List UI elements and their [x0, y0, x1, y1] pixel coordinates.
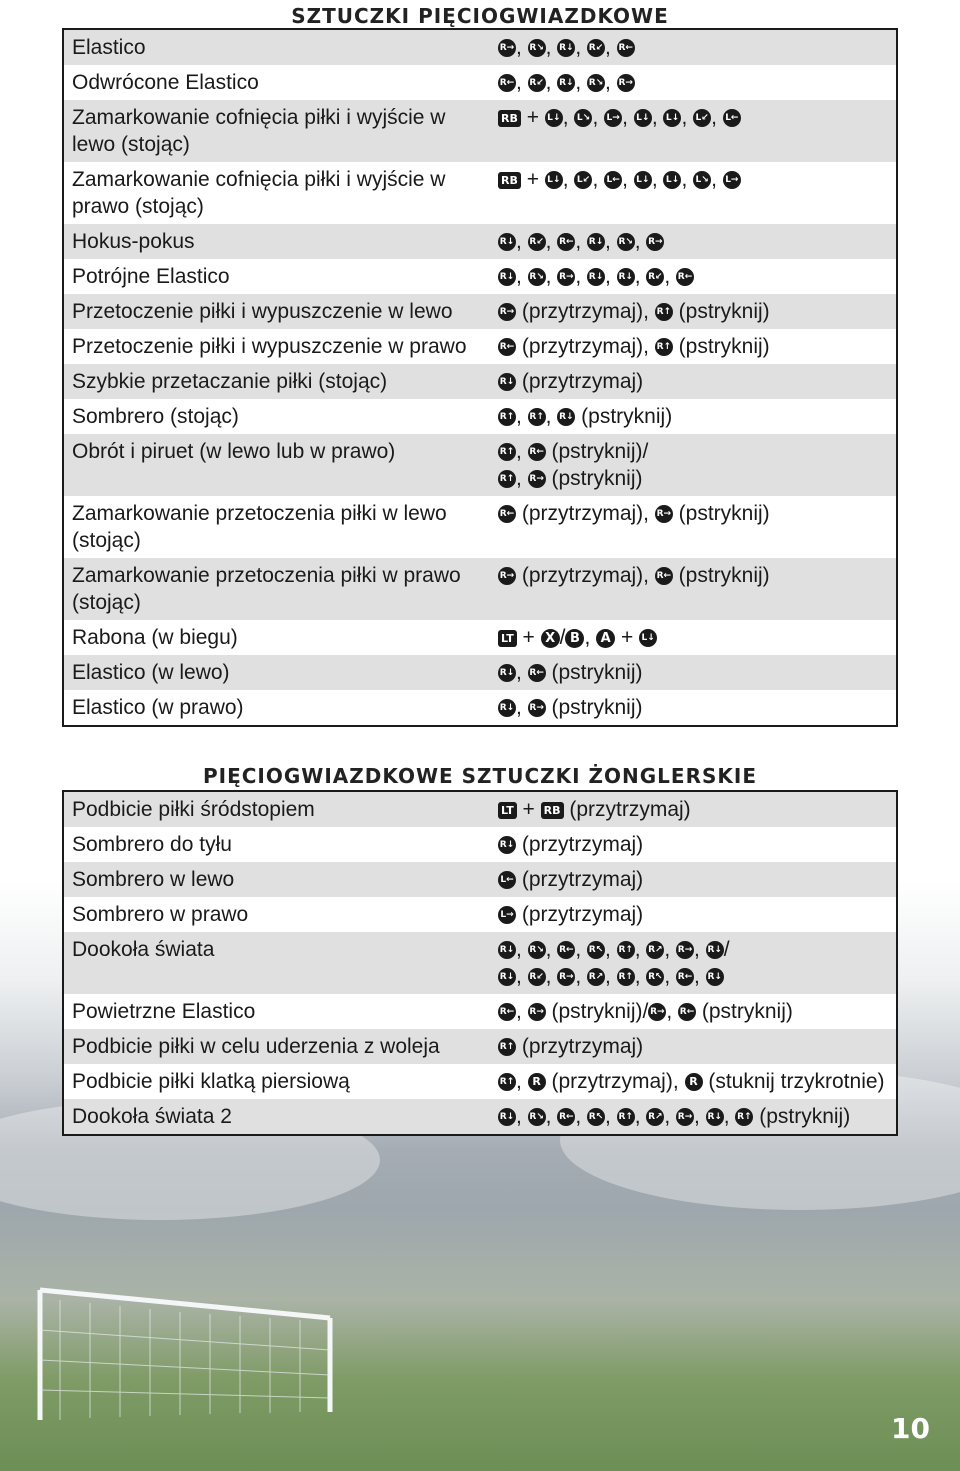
right-stick-icon: R↑ [498, 408, 516, 426]
right-stick-icon: R← [557, 1108, 575, 1126]
table-row [63, 496, 897, 558]
right-stick-icon: R← [617, 39, 635, 57]
table-row [63, 1029, 897, 1064]
combo-line: R↓, R← (pstryknij) [499, 661, 643, 684]
rb-button-icon: RB [498, 110, 521, 127]
left-stick-icon: L→ [604, 109, 622, 127]
right-stick-icon: R→ [528, 699, 546, 717]
combo-line: R↑, R↑, R↓ (pstryknij) [499, 405, 673, 428]
right-stick-icon: R↓ [498, 1108, 516, 1126]
move-name: Elastico (w prawo) [63, 690, 480, 726]
right-stick-icon: R← [676, 268, 694, 286]
right-stick-icon: R↑ [498, 1038, 516, 1056]
move-name: Sombrero w lewo [63, 862, 480, 897]
table-row [63, 827, 897, 862]
button-combo [480, 655, 897, 690]
combo-line: R↑, R (przytrzymaj), R (stuknij trzykrotnie) [499, 1070, 885, 1093]
combo-line: R↑, R← (pstryknij)/ [499, 440, 649, 463]
button-combo [480, 29, 897, 65]
button-combo [480, 100, 897, 162]
button-combo [480, 1099, 897, 1135]
lt-button-icon: LT [498, 802, 517, 819]
section-title-5star-skills: SZTUCZKI PIĘCIOGWIAZDKOWE [291, 4, 669, 28]
right-stick-icon: R↓ [587, 268, 605, 286]
right-stick-icon: R← [498, 338, 516, 356]
right-stick-icon: R← [498, 74, 516, 92]
table-row [63, 29, 897, 65]
combo-line: R↓, R→ (pstryknij) [499, 696, 643, 719]
table-row [63, 620, 897, 655]
combo-line: LT + RB (przytrzymaj) [498, 796, 888, 823]
move-name: Sombrero w prawo [63, 897, 480, 932]
right-stick-icon: R← [557, 233, 575, 251]
combo-line: R↓ (przytrzymaj) [499, 370, 644, 393]
right-stick-icon: R→ [498, 303, 516, 321]
right-stick-icon: R→ [557, 268, 575, 286]
right-stick-icon: R↑ [498, 470, 516, 488]
page-number: 10 [891, 1412, 930, 1445]
left-stick-icon: L→ [723, 171, 741, 189]
move-name: Obrót i piruet (w lewo lub w prawo) [63, 434, 480, 496]
combo-line: R→ (przytrzymaj), R← (pstryknij) [499, 564, 770, 587]
right-stick-icon: R↙ [587, 39, 605, 57]
left-stick-icon: L← [498, 871, 516, 889]
table-row [63, 932, 897, 994]
combo-line: L→ (przytrzymaj) [498, 901, 888, 928]
button-combo [480, 932, 897, 994]
combo-line: R↓, R↙, R→, R↗, R↑, R↖, R←, R↓ [499, 965, 722, 988]
right-stick-icon: R↓ [498, 699, 516, 717]
table-row [63, 162, 897, 224]
right-stick-icon: R→ [498, 567, 516, 585]
table-row [63, 791, 897, 827]
button-combo [480, 364, 897, 399]
right-stick-icon: R↓ [587, 233, 605, 251]
left-stick-icon: L← [723, 109, 741, 127]
combo-line: R←, R→ (pstryknij)/ R→, R← (pstryknij) [499, 1000, 793, 1023]
move-name: Podbicie piłki klatką piersiową [63, 1064, 480, 1099]
move-name: Zamarkowanie przetoczenia piłki w lewo (stojąc) [63, 496, 480, 558]
right-stick-icon: R→ [648, 1003, 666, 1021]
right-stick-icon: R↓ [498, 968, 516, 986]
right-stick-icon: R [528, 1073, 546, 1091]
left-stick-icon: L↙ [574, 171, 592, 189]
right-stick-icon: R↓ [557, 74, 575, 92]
right-stick-icon: R→ [617, 74, 635, 92]
move-name: Elastico (w lewo) [63, 655, 480, 690]
left-stick-icon: L↓ [634, 109, 652, 127]
combo-line: R← (przytrzymaj), R↑ (pstryknij) [499, 335, 770, 358]
right-stick-icon: R→ [655, 505, 673, 523]
right-stick-icon: R↑ [528, 408, 546, 426]
table-row [63, 329, 897, 364]
button-combo [480, 862, 897, 897]
right-stick-icon: R↓ [498, 664, 516, 682]
left-stick-icon: L↘ [574, 109, 592, 127]
right-stick-icon: R↓ [706, 1108, 724, 1126]
lt-button-icon: LT [498, 630, 517, 647]
move-name: Dookoła świata 2 [63, 1099, 480, 1135]
combo-line: R→ (przytrzymaj), R↑ (pstryknij) [499, 300, 770, 323]
table-row [63, 690, 897, 726]
left-stick-icon: L↓ [639, 629, 657, 647]
button-combo [480, 496, 897, 558]
button-combo [480, 620, 897, 655]
right-stick-icon: R← [528, 664, 546, 682]
right-stick-icon: R↘ [528, 268, 546, 286]
combo-line: R↑, R→ (pstryknij) [499, 467, 643, 490]
move-name: Odwrócone Elastico [63, 65, 480, 100]
table-row [63, 65, 897, 100]
table-row [63, 434, 897, 496]
left-stick-icon: L↓ [545, 171, 563, 189]
right-stick-icon: R→ [646, 233, 664, 251]
combo-line: R↓, R↙, R←, R↓, R↘, R→ [499, 230, 663, 253]
right-stick-icon: R→ [528, 470, 546, 488]
move-name: Przetoczenie piłki i wypuszczenie w prawo [63, 329, 480, 364]
button-combo [480, 1064, 897, 1099]
move-name: Zamarkowanie cofnięcia piłki i wyjście w lewo (stojąc) [63, 100, 480, 162]
move-name: Zamarkowanie przetoczenia piłki w prawo (stojąc) [63, 558, 480, 620]
right-stick-icon: R↗ [646, 941, 664, 959]
right-stick-icon: R← [655, 567, 673, 585]
left-stick-icon: L↓ [663, 109, 681, 127]
move-name: Podbicie piłki śródstopiem [63, 791, 480, 827]
right-stick-icon: R↖ [587, 1108, 605, 1126]
move-name: Przetoczenie piłki i wypuszczenie w lewo [63, 294, 480, 329]
button-combo [480, 65, 897, 100]
left-stick-icon: L↓ [663, 171, 681, 189]
right-stick-icon: R→ [676, 941, 694, 959]
button-combo [480, 897, 897, 932]
move-name: Elastico [63, 29, 480, 65]
right-stick-icon: R← [557, 941, 575, 959]
right-stick-icon: R↙ [528, 968, 546, 986]
button-combo [480, 294, 897, 329]
button-combo [480, 259, 897, 294]
right-stick-icon: R↙ [528, 233, 546, 251]
right-stick-icon: R← [678, 1003, 696, 1021]
right-stick-icon: R↘ [528, 1108, 546, 1126]
goal-frame [40, 1290, 330, 1420]
right-stick-icon: R↓ [498, 836, 516, 854]
right-stick-icon: R↓ [498, 233, 516, 251]
right-stick-icon: R↑ [617, 1108, 635, 1126]
combo-line: LT + X / B , A + L↓ [498, 624, 888, 651]
right-stick-icon: R← [528, 443, 546, 461]
skills-table-5star [62, 28, 898, 727]
combo-line: R↑ (przytrzymaj) [499, 1035, 644, 1058]
combo-line: R↓, R↘, R←, R↖, R↑, R↗, R→, R↓, R↑ (pstryknij) [499, 1105, 851, 1128]
move-name: Sombrero (stojąc) [63, 399, 480, 434]
right-stick-icon: R↘ [617, 233, 635, 251]
left-stick-icon: L↓ [634, 171, 652, 189]
right-stick-icon: R↑ [617, 941, 635, 959]
button-combo [480, 994, 897, 1029]
right-stick-icon: R↑ [498, 1073, 516, 1091]
button-combo [480, 399, 897, 434]
move-name: Zamarkowanie cofnięcia piłki i wyjście w prawo (stojąc) [63, 162, 480, 224]
table-row [63, 294, 897, 329]
button-combo [480, 1029, 897, 1064]
right-stick-icon: R↓ [498, 941, 516, 959]
table-row [63, 224, 897, 259]
table-row [63, 655, 897, 690]
combo-line: RB + L↓ , L↙ , L← , L↓ , L↓ , L↘ , L→ [498, 166, 888, 193]
table-row [63, 259, 897, 294]
rb-button-icon: RB [498, 172, 521, 189]
combo-line: R↓, R↘, R←, R↖, R↑, R↗, R→, R↓/ [499, 938, 730, 961]
right-stick-icon: R↓ [557, 39, 575, 57]
table-row [63, 1064, 897, 1099]
left-stick-icon: L↘ [693, 171, 711, 189]
right-stick-icon: R↑ [655, 338, 673, 356]
button-combo [480, 434, 897, 496]
right-stick-icon: R↓ [706, 941, 724, 959]
button-combo [480, 558, 897, 620]
combo-line: R← (przytrzymaj), R→ (pstryknij) [499, 502, 770, 525]
combo-line: R↓, R↘, R→, R↓, R↓, R↙, R← [499, 265, 693, 288]
right-stick-icon: R [685, 1073, 703, 1091]
move-name: Powietrzne Elastico [63, 994, 480, 1029]
right-stick-icon: R→ [557, 968, 575, 986]
right-stick-icon: R↖ [587, 941, 605, 959]
x-button-icon: X [541, 629, 560, 648]
move-name: Rabona (w biegu) [63, 620, 480, 655]
move-name: Sombrero do tyłu [63, 827, 480, 862]
right-stick-icon: R↙ [646, 268, 664, 286]
right-stick-icon: R↑ [655, 303, 673, 321]
a-button-icon: A [596, 629, 615, 648]
right-stick-icon: R↓ [498, 373, 516, 391]
move-name: Szybkie przetaczanie piłki (stojąc) [63, 364, 480, 399]
skills-table-juggling [62, 790, 898, 1136]
button-combo [480, 162, 897, 224]
combo-line: R↓ (przytrzymaj) [499, 833, 644, 856]
table-row [63, 994, 897, 1029]
left-stick-icon: L↙ [693, 109, 711, 127]
combo-line: R→, R↘, R↓, R↙, R← [499, 36, 633, 59]
combo-line: L← (przytrzymaj) [498, 866, 888, 893]
move-name: Hokus-pokus [63, 224, 480, 259]
right-stick-icon: R↓ [706, 968, 724, 986]
button-combo [480, 329, 897, 364]
table-row [63, 1099, 897, 1135]
right-stick-icon: R→ [528, 1003, 546, 1021]
section-title-juggling: PIĘCIOGWIAZDKOWE SZTUCZKI ŻONGLERSKIE [202, 764, 757, 788]
right-stick-icon: R↗ [587, 968, 605, 986]
rb-button-icon: RB [541, 802, 564, 819]
right-stick-icon: R↙ [528, 74, 546, 92]
right-stick-icon: R↓ [617, 268, 635, 286]
right-stick-icon: R↘ [528, 39, 546, 57]
table-row [63, 897, 897, 932]
button-combo [480, 690, 897, 726]
right-stick-icon: R↑ [617, 968, 635, 986]
button-combo [480, 827, 897, 862]
right-stick-icon: R↖ [646, 968, 664, 986]
right-stick-icon: R↓ [557, 408, 575, 426]
left-stick-icon: L← [604, 171, 622, 189]
button-combo [480, 791, 897, 827]
left-stick-icon: L→ [498, 906, 516, 924]
right-stick-icon: R↑ [498, 443, 516, 461]
combo-line: RB + L↓ , L↘ , L→ , L↓ , L↓ , L↙ , L← [498, 104, 888, 131]
right-stick-icon: R↑ [735, 1108, 753, 1126]
button-combo [480, 224, 897, 259]
left-stick-icon: L↓ [545, 109, 563, 127]
table-row [63, 862, 897, 897]
b-button-icon: B [565, 629, 584, 648]
table-row [63, 399, 897, 434]
right-stick-icon: R→ [676, 1108, 694, 1126]
move-name: Podbicie piłki w celu uderzenia z woleja [63, 1029, 480, 1064]
move-name: Dookoła świata [63, 932, 480, 994]
right-stick-icon: R↘ [587, 74, 605, 92]
combo-line: R←, R↙, R↓, R↘, R→ [499, 71, 633, 94]
table-row [63, 364, 897, 399]
right-stick-icon: R← [498, 1003, 516, 1021]
right-stick-icon: R← [676, 968, 694, 986]
table-row [63, 558, 897, 620]
move-name: Potrójne Elastico [63, 259, 480, 294]
right-stick-icon: R↗ [646, 1108, 664, 1126]
right-stick-icon: R← [498, 505, 516, 523]
right-stick-icon: R→ [498, 39, 516, 57]
table-row [63, 100, 897, 162]
right-stick-icon: R↓ [498, 268, 516, 286]
right-stick-icon: R↘ [528, 941, 546, 959]
